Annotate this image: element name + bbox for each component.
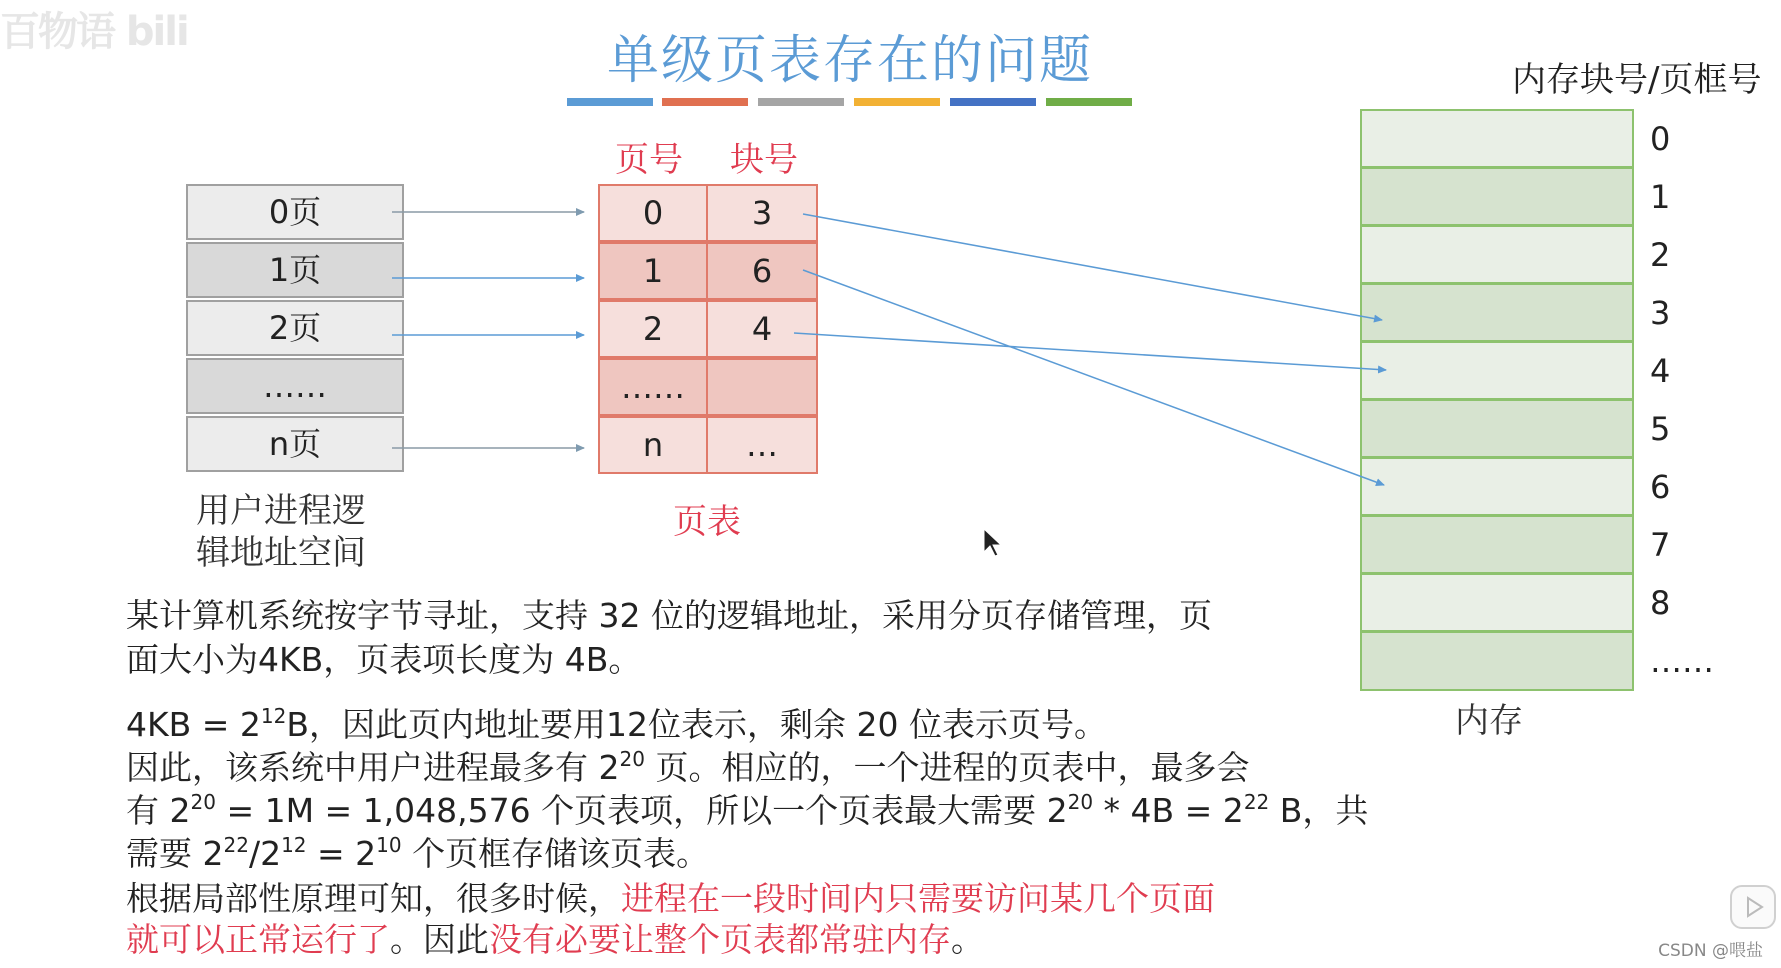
pt-block-1: 6 <box>706 242 818 300</box>
t: 有 2 <box>126 791 191 830</box>
memory-index-1: 1 <box>1650 178 1671 216</box>
t: 页。相应的，一个进程的页表中，最多会 <box>644 748 1250 787</box>
logical-page-n: n页 <box>186 416 404 472</box>
text-line-3 <box>126 703 1107 746</box>
t: 22 <box>1243 790 1270 814</box>
memory-caption: 内存 <box>1455 701 1523 741</box>
text-line-5 <box>126 789 1368 832</box>
t: * 4B = 2 <box>1093 791 1244 830</box>
pt-page-ellipsis: …… <box>598 358 708 416</box>
watermark: CSDN @喂盐 <box>1658 941 1763 961</box>
slide-title: 单级页表存在的问题 <box>606 31 1093 91</box>
t: 根据局部性原理可知，很多时候， <box>126 879 621 918</box>
memory-index-3: 3 <box>1650 294 1671 332</box>
pt-page-1: 1 <box>598 242 708 300</box>
t: B，共 <box>1269 791 1369 830</box>
pt-page-2: 2 <box>598 300 708 358</box>
t: 12 <box>260 704 287 728</box>
t: = 2 <box>306 834 377 873</box>
play-button[interactable] <box>1730 885 1776 929</box>
memory-index-8: 8 <box>1650 584 1671 622</box>
logical-page-2: 2页 <box>186 300 404 356</box>
page-table-header-block: 块号 <box>730 140 798 180</box>
t: 。 <box>951 920 984 959</box>
text-line-1: 某计算机系统按字节寻址，支持 32 位的逻辑地址，采用分页存储管理，页 <box>126 596 1212 635</box>
text-line-2: 面大小为4KB，页表项长度为 4B。 <box>126 640 642 679</box>
t: 个页框存储该页表。 <box>401 834 710 873</box>
t: B，因此页内地址要用12位表示，剩余 20 位表示页号。 <box>286 705 1107 744</box>
logical-page-ellipsis: …… <box>186 358 404 414</box>
page-table-caption: 页表 <box>673 502 741 542</box>
logo: 百物语 bili <box>0 9 188 55</box>
arrow-block4-to-frame4 <box>794 333 1386 370</box>
page-table-header-page: 页号 <box>615 140 683 180</box>
t: 因此，该系统中用户进程最多有 2 <box>126 748 620 787</box>
t: 4KB = 2 <box>126 705 261 744</box>
arrow-block6-to-frame6 <box>803 270 1384 485</box>
t: 就可以正常运行了 <box>126 920 390 959</box>
pt-block-n: … <box>706 416 818 474</box>
t: 需要 2 <box>126 834 224 873</box>
t: 没有必要让整个页表都常驻内存 <box>489 920 951 959</box>
t: 20 <box>190 790 216 814</box>
logical-page-0: 0页 <box>186 184 404 240</box>
memory-index-7: 7 <box>1650 526 1671 564</box>
t: 。因此 <box>390 920 489 959</box>
t: = 1M = 1,048,576 个页表项，所以一个页表最大需要 2 <box>215 791 1068 830</box>
t: 20 <box>1067 790 1094 814</box>
memory-header: 内存块号/页框号 <box>1512 60 1762 100</box>
memory-index-more: …… <box>1650 642 1714 680</box>
pt-block-0: 3 <box>706 184 818 242</box>
pt-page-n: n <box>598 416 708 474</box>
t: /2 <box>248 834 282 873</box>
memory-index-5: 5 <box>1650 410 1671 448</box>
pt-block-2: 4 <box>706 300 818 358</box>
mouse-cursor-icon <box>984 529 1001 556</box>
logical-page-1: 1页 <box>186 242 404 298</box>
memory-index-4: 4 <box>1650 352 1671 390</box>
t: 22 <box>223 833 249 857</box>
text-line-4 <box>126 746 1249 789</box>
t: 20 <box>619 747 645 771</box>
pt-page-0: 0 <box>598 184 708 242</box>
play-icon <box>1732 887 1774 927</box>
t: 12 <box>281 833 307 857</box>
text-line-6 <box>126 832 709 875</box>
logical-space-caption-line1: 用户进程逻 <box>196 491 366 531</box>
memory-index-6: 6 <box>1650 468 1671 506</box>
t: 进程在一段时间内只需要访问某几个页面 <box>621 879 1215 918</box>
arrow-block3-to-frame3 <box>803 214 1382 320</box>
t: 10 <box>376 833 402 857</box>
logical-space-caption-line2: 辑地址空间 <box>196 533 366 573</box>
text-line-8 <box>126 918 984 961</box>
memory-index-0: 0 <box>1650 120 1671 158</box>
memory-index-2: 2 <box>1650 236 1671 274</box>
text-line-7 <box>126 877 1215 920</box>
